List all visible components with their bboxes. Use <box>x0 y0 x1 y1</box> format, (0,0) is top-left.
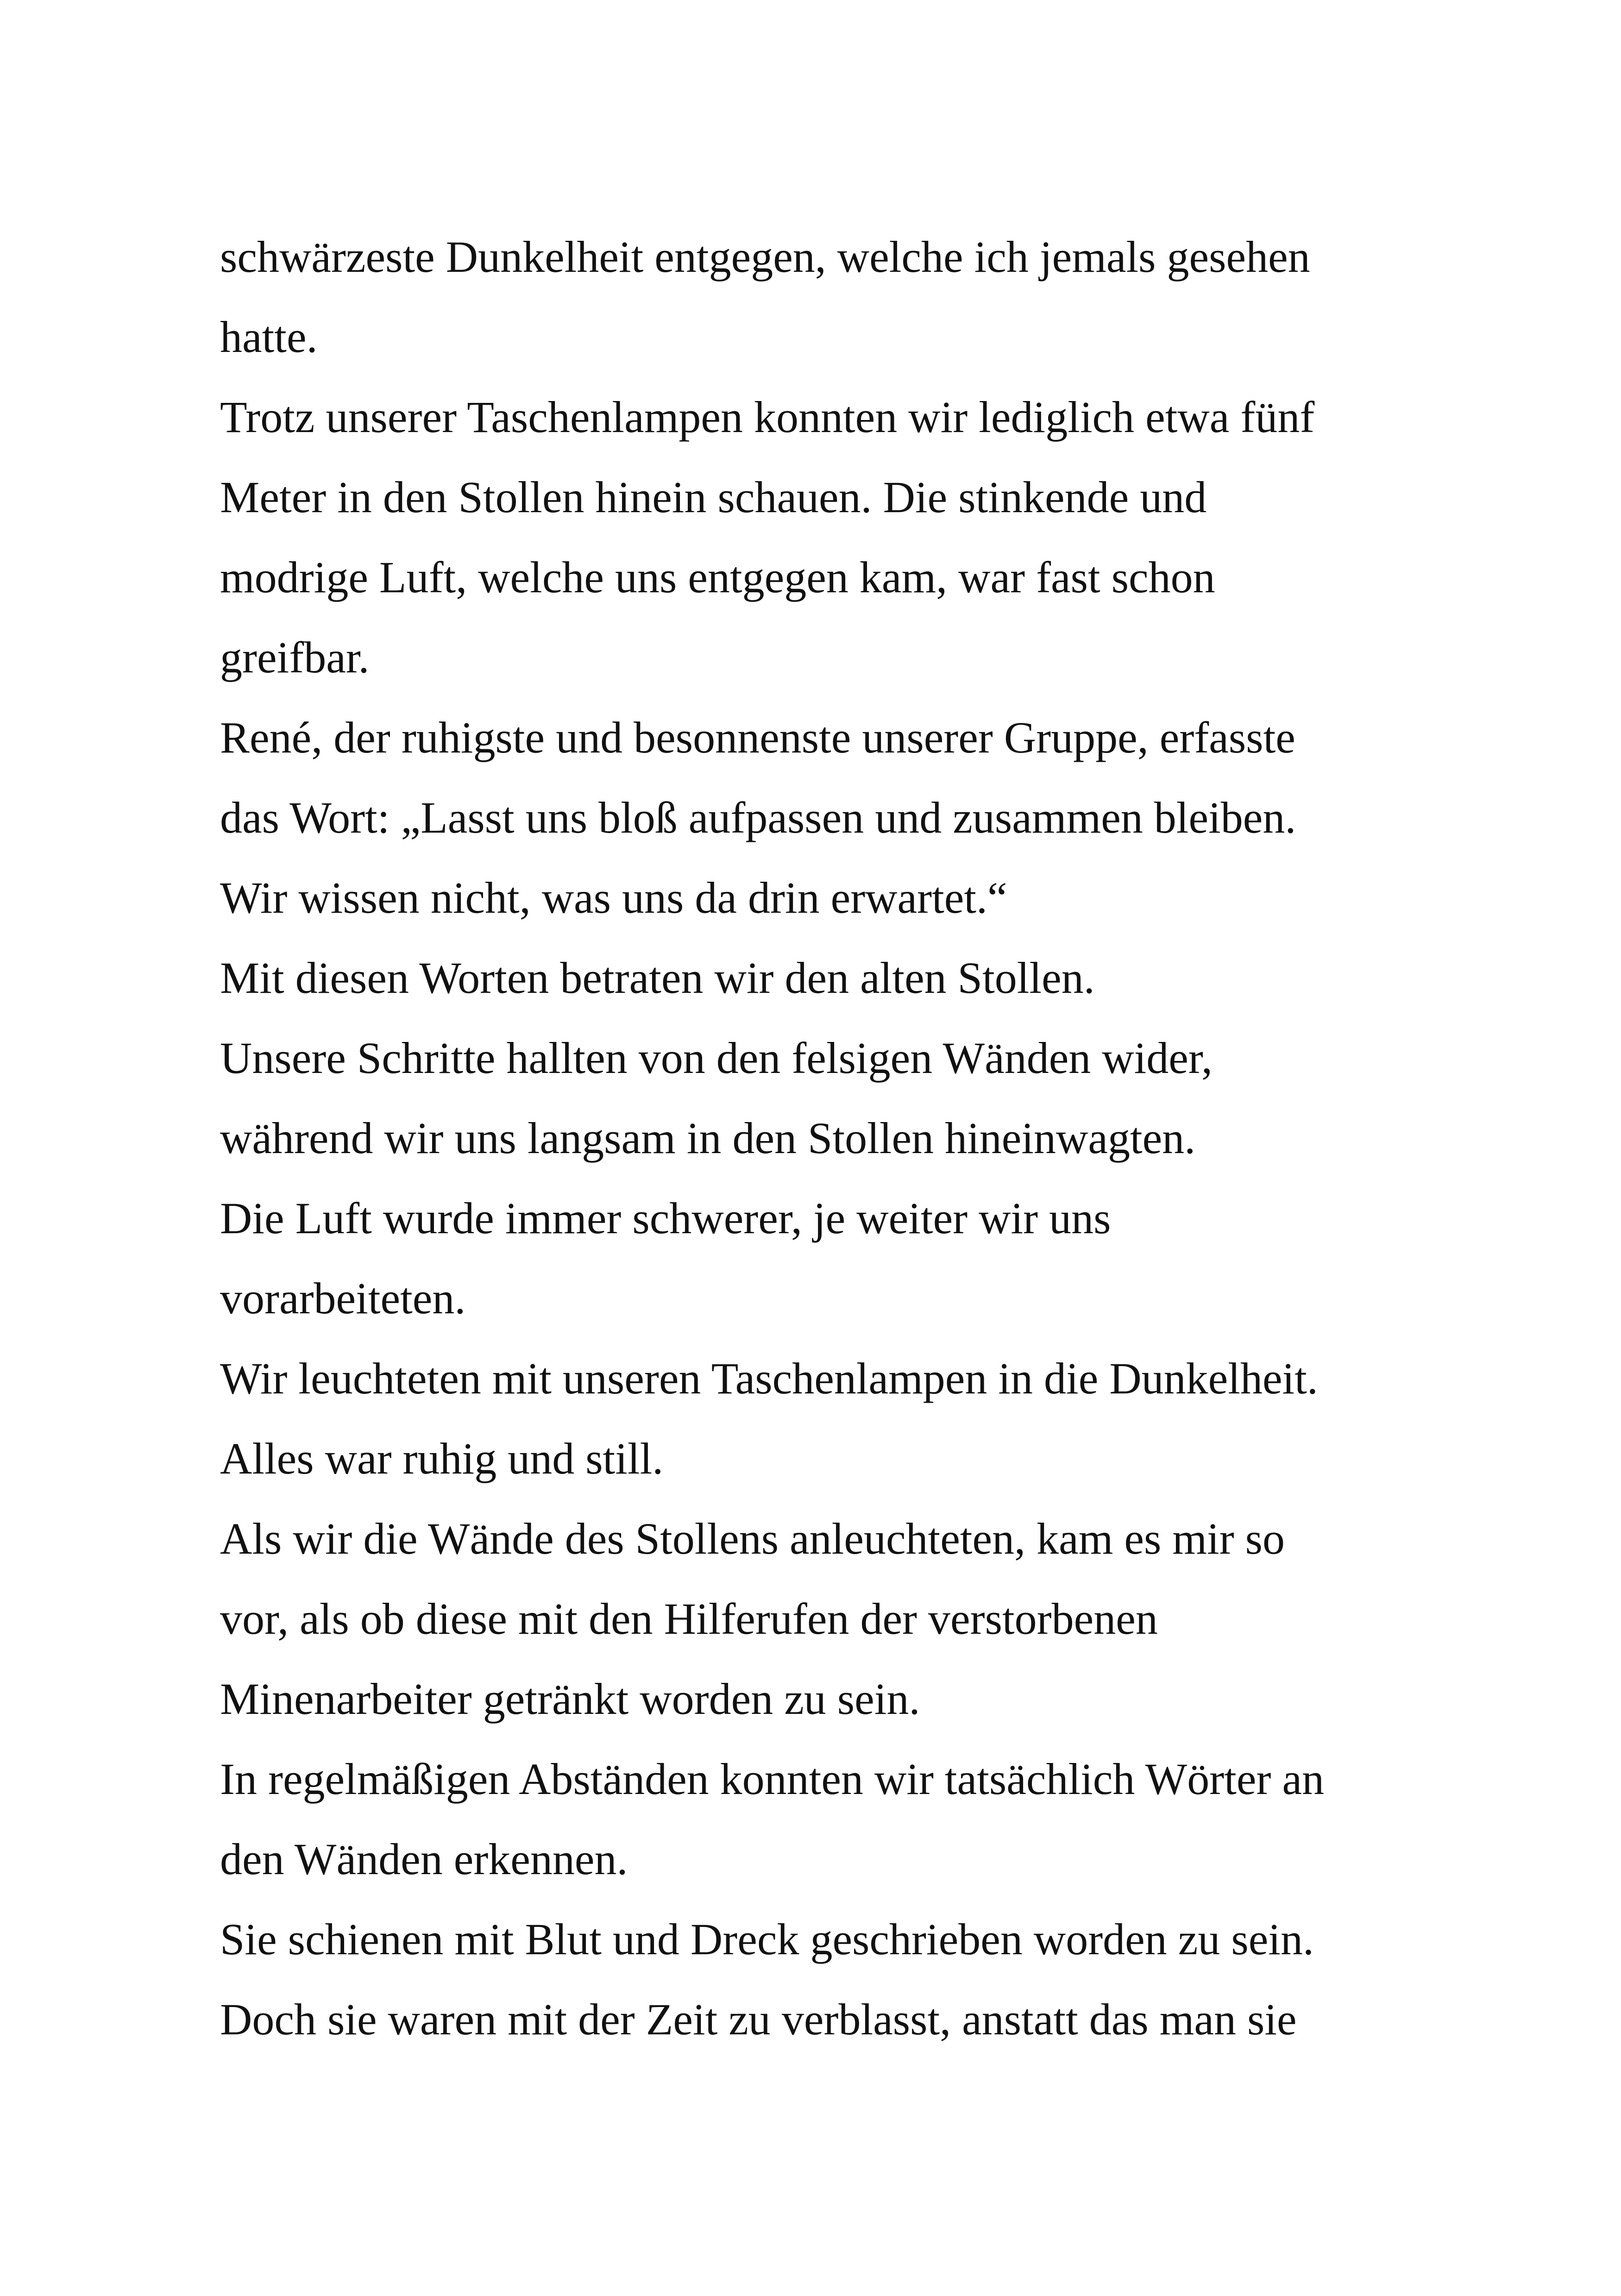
text-line: Wir wissen nicht, was uns da drin erwartet.“ <box>220 873 1007 922</box>
text-line: hatte. <box>220 312 318 362</box>
text-line: greifbar. <box>220 633 370 682</box>
text-line: während wir uns langsam in den Stollen hineinwagten. <box>220 1113 1196 1163</box>
text-line: In regelmäßigen Abständen konnten wir tatsächlich Wörter an <box>220 1754 1325 1804</box>
text-line: modrige Luft, welche uns entgegen kam, war fast schon <box>220 552 1215 602</box>
text-line: Trotz unserer Taschenlampen konnten wir lediglich etwa fünf <box>220 392 1315 442</box>
text-line: Als wir die Wände des Stollens anleuchteten, kam es mir so <box>220 1514 1285 1563</box>
text-line: den Wänden erkennen. <box>220 1834 628 1884</box>
text-line: Unsere Schritte hallten von den felsigen Wänden wider, <box>220 1033 1213 1083</box>
text-line: Alles war ruhig und still. <box>220 1434 664 1483</box>
text-line: Doch sie waren mit der Zeit zu verblasst, anstatt das man sie <box>220 1995 1297 2044</box>
text-line: Wir leuchteten mit unseren Taschenlampen in die Dunkelheit. <box>220 1354 1318 1403</box>
text-line: René, der ruhigste und besonnenste unserer Gruppe, erfasste <box>220 713 1295 762</box>
text-line: vorarbeiteten. <box>220 1273 466 1323</box>
text-line: Meter in den Stollen hinein schauen. Die stinkende und <box>220 472 1207 522</box>
text-line: Die Luft wurde immer schwerer, je weiter wir uns <box>220 1193 1111 1243</box>
text-line: schwärzeste Dunkelheit entgegen, welche ich jemals gesehen <box>220 232 1310 282</box>
text-line: das Wort: „Lasst uns bloß aufpassen und zusammen bleiben. <box>220 793 1296 842</box>
text-line: vor, als ob diese mit den Hilferufen der verstorbenen <box>220 1594 1158 1644</box>
text-line: Mit diesen Worten betraten wir den alten Stollen. <box>220 953 1095 1003</box>
story-text <box>220 217 1470 2059</box>
text-line: Minenarbeiter getränkt worden zu sein. <box>220 1674 920 1724</box>
text-line: Sie schienen mit Blut und Dreck geschrieben worden zu sein. <box>220 1914 1314 1964</box>
